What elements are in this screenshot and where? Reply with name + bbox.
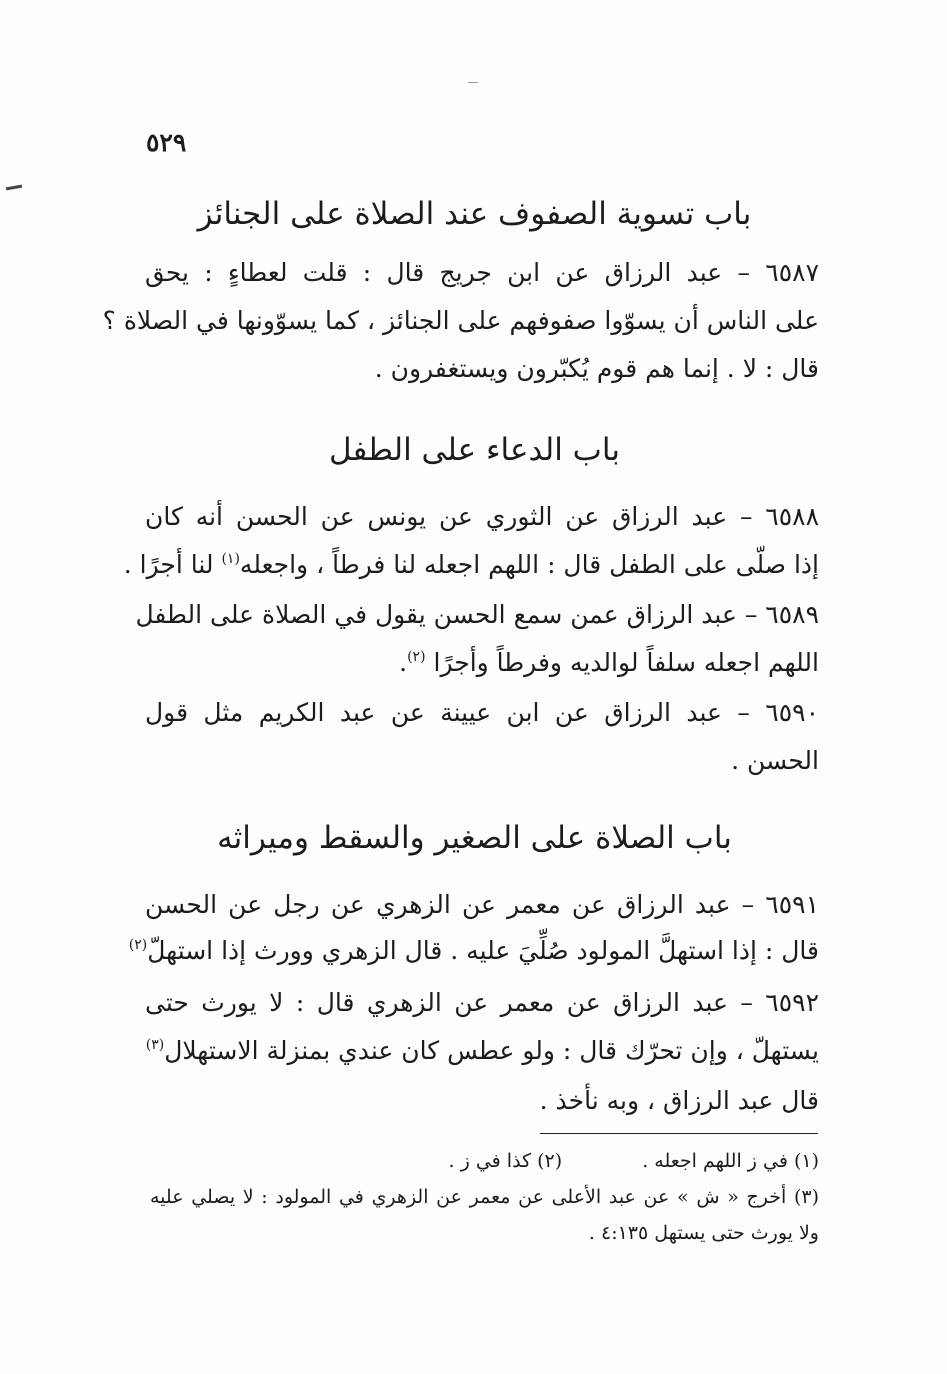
text-line: على الناس أن يسوّوا صفوفهم على الجنائز ، كما يسوّونها في الصلاة ؟ (102, 306, 819, 335)
text-line: قال : لا . إنما هم قوم يُكبّرون ويستغفرون . (374, 354, 819, 383)
text-line: قال عبد الرزاق ، وبه نأخذ . (539, 1086, 819, 1115)
scan-mark (468, 82, 478, 83)
footnote-marker: (٢) (128, 937, 148, 953)
footnote: (١) في ز اللهم اجعله . (642, 1150, 819, 1172)
text-segment: . (399, 648, 408, 677)
text-segment: قال : إذا استهلَّ المولود صُلِّيَ عليه . قال الزهري وورث إذا استهلّ (147, 936, 819, 965)
text-line: ٦٥٨٩ – عبد الرزاق عمن سمع الحسن يقول في الصلاة على الطفل (135, 600, 819, 629)
text-line: ٦٥٨٨ – عبد الرزاق عن الثوري عن يونس عن الحسن أنه كان (145, 502, 819, 531)
text-line: ٦٥٩٠ – عبد الرزاق عن ابن عيينة عن عبد الكريم مثل قول (145, 698, 819, 727)
text-segment: لنا أجرًا . (123, 550, 214, 579)
footnote-marker: (١) (221, 551, 240, 567)
text-line (123, 550, 819, 579)
section-heading: باب الدعاء على الطفل (329, 432, 620, 468)
text-line: ٦٥٩١ – عبد الرزاق عن معمر عن الزهري عن رجل عن الحسن (145, 890, 819, 919)
text-line (145, 648, 819, 677)
text-line: ٦٥٨٧ – عبد الرزاق عن ابن جريج قال : قلت لعطاءٍ : يحق (145, 258, 819, 287)
text-segment: إذا صلّى على الطفل قال : اللهم اجعله لنا فرطاً ، واجعله (239, 550, 819, 579)
footnote-divider (540, 1133, 818, 1134)
page-number: ٥٢٩ (146, 128, 187, 157)
footnote-marker: (٢) (407, 649, 426, 665)
scan-mark (6, 185, 22, 191)
text-line (128, 936, 819, 965)
text-line (145, 1036, 819, 1065)
section-heading: باب الصلاة على الصغير والسقط وميراثه (217, 820, 732, 856)
footnote-line: (٣) أخرج « ش » عن عبد الأعلى عن معمر عن الزهري في المولود : لا يصلي عليه (150, 1186, 819, 1208)
text-line: الحسن . (731, 746, 819, 775)
text-segment: يستهلّ ، وإن تحرّك قال : ولو عطس كان عندي بمنزلة الاستهلال (164, 1036, 819, 1065)
footnote-line (150, 1150, 819, 1172)
footnote: (٢) كذا في ز . (448, 1150, 563, 1172)
footnote-marker: (٣) (145, 1037, 165, 1053)
footnote-line: ولا يورث حتى يستهل ٤:١٣٥ . (588, 1222, 819, 1244)
text-segment: اللهم اجعله سلفاً لوالديه وفرطاً وأجرًا (433, 648, 819, 677)
text-line: ٦٥٩٢ – عبد الرزاق عن معمر عن الزهري قال : لا يورث حتى (145, 988, 819, 1017)
section-heading: باب تسوية الصفوف عند الصلاة على الجنائز (197, 196, 752, 232)
